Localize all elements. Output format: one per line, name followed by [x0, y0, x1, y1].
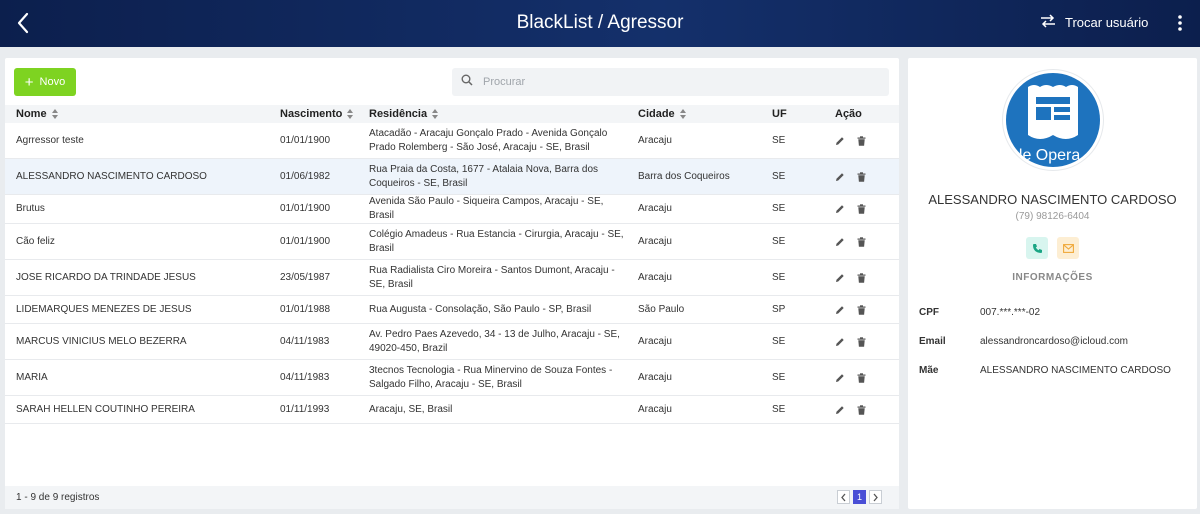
- cell-nome: Brutus: [16, 203, 45, 214]
- avatar-logo: [1006, 73, 1100, 167]
- delete-trash-icon[interactable]: [857, 136, 867, 146]
- records-count: 1 - 9 de 9 registros: [16, 492, 100, 503]
- cell-residencia: Rua Augusta - Consolação, São Paulo - SP, Brasil: [369, 303, 592, 315]
- cell-uf: SE: [772, 235, 786, 247]
- search-icon: [461, 73, 473, 91]
- cell-nascimento: 01/01/1900: [280, 134, 331, 146]
- column-header-nome[interactable]: Nome: [16, 108, 59, 120]
- chevron-left-icon: [840, 493, 847, 502]
- cell-cidade: Aracaju: [638, 403, 672, 415]
- edit-pencil-icon[interactable]: [835, 373, 845, 383]
- cell-nascimento: 04/11/1983: [280, 371, 330, 383]
- sort-icon: [52, 109, 59, 119]
- info-label: Mãe: [919, 365, 939, 376]
- cell-residencia: Avenida São Paulo - Siqueira Campos, Aracaju - SE, Brasil: [369, 196, 604, 221]
- row-actions: [835, 123, 885, 158]
- cell-cidade: Barra dos Coqueiros: [638, 170, 730, 182]
- row-actions: [835, 296, 885, 323]
- prev-page-button[interactable]: [837, 490, 850, 504]
- cell-uf: SE: [772, 134, 786, 146]
- cell-nascimento: 04/11/1983: [280, 335, 330, 347]
- info-section-title: INFORMAÇÕES: [1012, 272, 1093, 283]
- cell-nome: LIDEMARQUES MENEZES DE JESUS: [16, 303, 192, 315]
- cell-residencia: 3tecnos Tecnologia - Rua Minervino de Souza Fontes - Salgado Filho, Aracaju - SE, Brasil: [369, 364, 613, 390]
- mail-icon: [1063, 244, 1074, 253]
- next-page-button[interactable]: [869, 490, 882, 504]
- search-box: [452, 68, 889, 96]
- row-actions: [835, 159, 885, 194]
- delete-trash-icon[interactable]: [857, 405, 867, 415]
- search-input[interactable]: [483, 76, 863, 88]
- switch-user-label: Trocar usuário: [1065, 15, 1149, 30]
- cell-cidade: Aracaju: [638, 235, 672, 247]
- table-row[interactable]: [5, 224, 899, 260]
- table-row[interactable]: [5, 324, 899, 360]
- column-header-cidade[interactable]: Cidade: [638, 108, 687, 120]
- cell-residencia: Aracaju, SE, Brasil: [369, 403, 453, 415]
- cell-residencia: Rua Radialista Ciro Moreira - Santos Dumont, Aracaju - SE, Brasil: [369, 264, 615, 290]
- chevron-right-icon: [872, 493, 879, 502]
- email-button[interactable]: [1057, 237, 1079, 259]
- column-header-residencia[interactable]: Residência: [369, 108, 439, 120]
- list-panel: [5, 58, 899, 509]
- delete-trash-icon[interactable]: [857, 237, 867, 247]
- table-row[interactable]: [5, 195, 899, 224]
- cell-cidade: São Paulo: [638, 303, 685, 315]
- row-actions: [835, 195, 885, 223]
- cell-uf: SE: [772, 170, 786, 182]
- row-actions: [835, 396, 885, 423]
- cell-residencia: Rua Praia da Costa, 1677 - Atalaia Nova, Barra dos Coqueiros - SE, Brasil: [369, 163, 599, 189]
- edit-pencil-icon[interactable]: [835, 237, 845, 247]
- cell-nome: Cão feliz: [16, 235, 55, 247]
- table-header: [5, 105, 899, 123]
- cell-uf: SP: [772, 303, 786, 315]
- sort-icon: [347, 109, 354, 119]
- cell-nome: ALESSANDRO NASCIMENTO CARDOSO: [16, 170, 207, 182]
- cell-nascimento: 01/01/1900: [280, 235, 331, 247]
- delete-trash-icon[interactable]: [857, 337, 867, 347]
- page-title: BlackList / Agressor: [516, 12, 684, 33]
- cell-residencia: Atacadão - Aracaju Gonçalo Prado - Avenida Gonçalo Prado Rolemberg - São José, Aracaju - SE, Brasil: [369, 127, 608, 153]
- call-button[interactable]: [1026, 237, 1048, 259]
- plus-icon: +: [24, 73, 34, 91]
- info-value: alessandroncardoso@icloud.com: [980, 336, 1129, 347]
- page-button-current[interactable]: 1: [853, 490, 866, 504]
- cell-nome: SARAH HELLEN COUTINHO PEREIRA: [16, 403, 195, 415]
- table-row[interactable]: [5, 123, 899, 159]
- info-label: CPF: [919, 307, 939, 318]
- edit-pencil-icon[interactable]: [835, 337, 845, 347]
- table-footer: [5, 486, 899, 509]
- cell-uf: SE: [772, 403, 786, 415]
- avatar: [1003, 70, 1103, 170]
- edit-pencil-icon[interactable]: [835, 172, 845, 182]
- profile-phone: (79) 98126-6404: [1015, 211, 1090, 222]
- delete-trash-icon[interactable]: [857, 273, 867, 283]
- contact-actions: [1026, 237, 1079, 259]
- info-value: ALESSANDRO NASCIMENTO CARDOSO: [980, 365, 1171, 376]
- edit-pencil-icon[interactable]: [835, 273, 845, 283]
- cell-nome: Agrressor teste: [16, 134, 84, 146]
- edit-pencil-icon[interactable]: [835, 305, 845, 315]
- cell-uf: SE: [772, 371, 786, 383]
- row-actions: [835, 360, 885, 395]
- cell-nome: JOSE RICARDO DA TRINDADE JESUS: [16, 271, 196, 283]
- cell-nascimento: 01/06/1982: [280, 170, 331, 182]
- top-bar: [0, 0, 1200, 47]
- new-button-label: Novo: [39, 76, 66, 88]
- cell-cidade: Aracaju: [638, 371, 672, 383]
- cell-cidade: Aracaju: [638, 335, 672, 347]
- phone-icon: [1032, 243, 1043, 254]
- cell-nascimento: 01/01/1988: [280, 303, 331, 315]
- table-row[interactable]: [5, 159, 899, 195]
- table-row[interactable]: [5, 396, 899, 424]
- cell-nome: MARCUS VINICIUS MELO BEZERRA: [16, 335, 187, 347]
- delete-trash-icon[interactable]: [857, 373, 867, 383]
- delete-trash-icon[interactable]: [857, 204, 867, 214]
- column-header-uf: UF: [772, 108, 787, 120]
- profile-panel: [908, 58, 1197, 509]
- profile-name: ALESSANDRO NASCIMENTO CARDOSO: [928, 192, 1177, 207]
- pagination: [837, 490, 882, 504]
- cell-nascimento: 01/01/1900: [280, 203, 331, 214]
- edit-pencil-icon[interactable]: [835, 204, 845, 214]
- cell-uf: SE: [772, 203, 786, 214]
- swap-arrows-icon: [1040, 14, 1056, 31]
- cell-residencia: Colégio Amadeus - Rua Estancia - Cirurgia, Aracaju - SE, Brasil: [369, 228, 624, 254]
- info-label: Email: [919, 336, 946, 347]
- cell-residencia: Av. Pedro Paes Azevedo, 34 - 13 de Julho, Aracaju - SE, 49020-450, Brazil: [369, 328, 620, 354]
- column-header-nascimento[interactable]: Nascimento: [280, 108, 354, 120]
- column-header-acao: Ação: [835, 108, 862, 120]
- table-row[interactable]: [5, 260, 899, 296]
- table-row[interactable]: [5, 360, 899, 396]
- cell-cidade: Aracaju: [638, 134, 672, 146]
- switch-user-button[interactable]: [1040, 14, 1148, 31]
- table-row[interactable]: [5, 296, 899, 324]
- cell-cidade: Aracaju: [638, 203, 672, 214]
- delete-trash-icon[interactable]: [857, 305, 867, 315]
- new-button[interactable]: [14, 68, 76, 96]
- row-actions: [835, 224, 885, 259]
- cell-uf: SE: [772, 271, 786, 283]
- row-actions: [835, 324, 885, 359]
- avatar-caption: ale Opera: [1010, 147, 1081, 164]
- cell-uf: SE: [772, 335, 786, 347]
- row-actions: [835, 260, 885, 295]
- sort-icon: [432, 109, 439, 119]
- edit-pencil-icon[interactable]: [835, 136, 845, 146]
- cell-nascimento: 01/11/1993: [280, 403, 330, 415]
- more-menu-icon[interactable]: [1172, 13, 1188, 33]
- sort-icon: [680, 109, 687, 119]
- cell-nascimento: 23/05/1987: [280, 271, 331, 283]
- info-value: 007.***.***-02: [980, 307, 1041, 318]
- cell-nome: MARIA: [16, 371, 48, 383]
- edit-pencil-icon[interactable]: [835, 405, 845, 415]
- delete-trash-icon[interactable]: [857, 172, 867, 182]
- cell-cidade: Aracaju: [638, 271, 672, 283]
